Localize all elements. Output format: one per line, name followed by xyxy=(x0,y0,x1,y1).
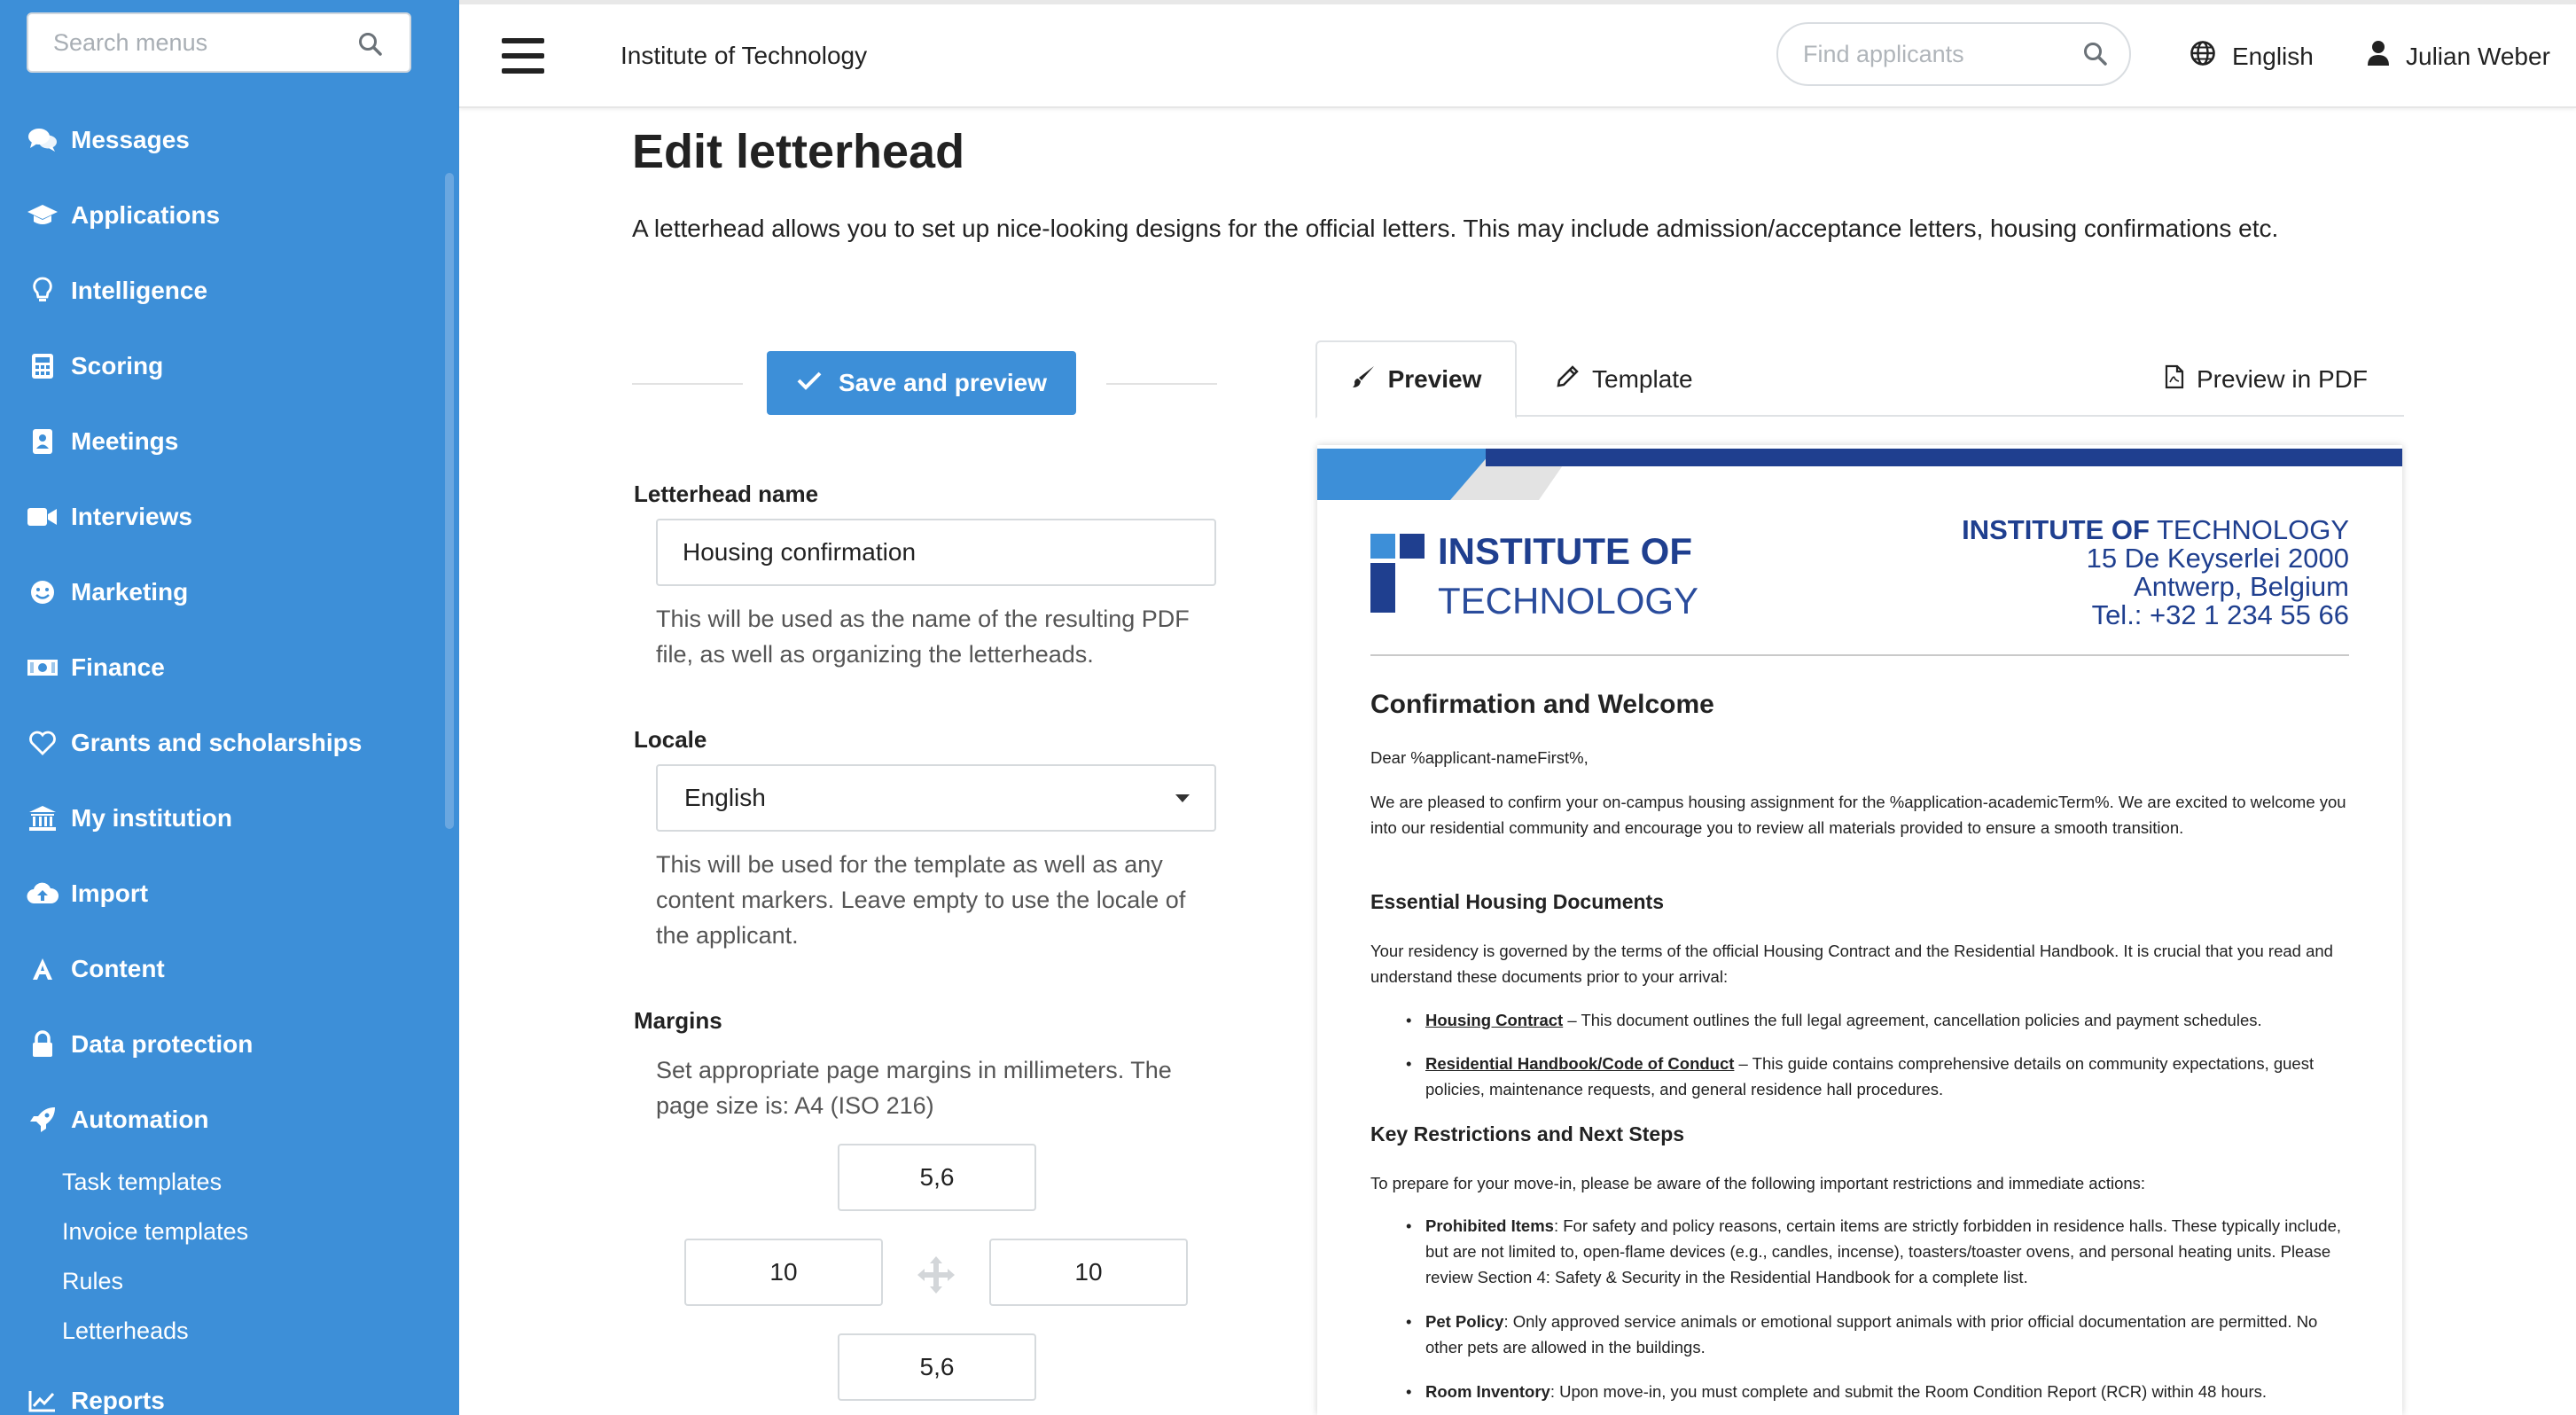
save-row xyxy=(632,351,1217,415)
doc-text: – This guide contains comprehensive details on community expectations, guest policies, maintenance requests, and general residence hall procedures. xyxy=(1425,1054,2314,1098)
letter-divider xyxy=(1370,654,2349,656)
sidebar-item-reports[interactable] xyxy=(0,1363,459,1415)
letter-address xyxy=(1962,516,2349,629)
sidebar-nav xyxy=(0,102,459,1415)
university-icon xyxy=(27,802,59,834)
divider xyxy=(1106,383,1217,385)
sidebar-item-label: Applications xyxy=(71,200,221,229)
letterhead-band xyxy=(1317,445,2402,500)
globe-icon xyxy=(2190,40,2232,73)
letter-heading-restrictions: Key Restrictions and Next Steps xyxy=(1370,1122,1685,1145)
address-city: Antwerp, Belgium xyxy=(2134,571,2349,602)
money-bill-icon xyxy=(27,652,59,684)
logo-wordmark xyxy=(1438,527,1698,626)
sidebar xyxy=(0,0,459,1415)
sidebar-item-label: Data protection xyxy=(71,1029,254,1058)
menu-search-input[interactable] xyxy=(28,14,410,71)
address-name-rest: TECHNOLOGY xyxy=(2149,514,2349,545)
caret-down-icon xyxy=(1175,794,1190,802)
letterhead-name-field[interactable] xyxy=(656,519,1216,586)
sidebar-item-my-institution[interactable] xyxy=(0,780,459,856)
hamburger-menu-icon[interactable] xyxy=(502,38,544,74)
sidebar-item-intelligence[interactable] xyxy=(0,253,459,328)
sidebar-item-label: Scoring xyxy=(71,351,164,379)
arrows-move-icon xyxy=(917,1255,956,1299)
tab-preview[interactable] xyxy=(1315,340,1517,418)
top-bar xyxy=(459,0,2576,108)
preview-in-pdf-label: Preview in PDF xyxy=(2197,365,2368,393)
locale-label: Locale xyxy=(634,726,707,753)
institution-name: Institute of Technology xyxy=(621,42,868,69)
applicant-search-input[interactable] xyxy=(1778,24,2129,84)
sidebar-item-label: Meetings xyxy=(71,426,179,455)
list-item: • Prohibited Items: For safety and policy reasons, certain items are strictly forbidden in residence halls. These typically include, but are not limited to, open-flame devices (e.g., candles, incense), toasters/toaster ovens, and personal heating units. Please review Section 4: Safety & Security in the Residential Handbook for a complete list. xyxy=(1406,1216,2342,1286)
locale-help: This will be used for the template as well as any content markers. Leave empty to use the locale of the applicant. xyxy=(656,851,1186,949)
restriction-text: : For safety and policy reasons, certain items are strictly forbidden in residence halls. These typically include, but are not limited to, open-flame devices (e.g., candles, incense), toasters/toaster ovens, and personal heating units. Please review Section 4: Safety & Security in the Residential Handbook for a complete list. xyxy=(1425,1216,2342,1286)
sidebar-item-finance[interactable] xyxy=(0,629,459,705)
address-tel: Tel.: +32 1 234 55 66 xyxy=(2091,599,2349,630)
sidebar-item-label: Interviews xyxy=(71,502,192,530)
divider xyxy=(632,383,743,385)
graduation-cap-icon xyxy=(27,199,59,231)
letter-heading-documents: Essential Housing Documents xyxy=(1370,890,1665,913)
margin-right-input[interactable]: 10 xyxy=(989,1239,1188,1306)
institute-logo-icon xyxy=(1370,534,1429,615)
list-item: • Room Inventory: Upon move-in, you must complete and submit the Room Condition Report (RCR) within 48 hours. xyxy=(1406,1382,2268,1401)
smile-icon xyxy=(27,576,59,608)
file-pdf-icon xyxy=(2165,364,2197,395)
doc-title-housing-contract[interactable]: Housing Contract xyxy=(1425,1011,1564,1029)
tab-template[interactable] xyxy=(1555,340,1693,418)
sidebar-subitem-invoice-templates[interactable]: Invoice templates xyxy=(62,1217,249,1245)
sidebar-item-applications[interactable] xyxy=(0,177,459,253)
letterhead-name-label: Letterhead name xyxy=(634,481,819,507)
restriction-title: Room Inventory xyxy=(1425,1382,1550,1401)
margins-help: Set appropriate page margins in millimeters. The page size is: A4 (ISO 216) xyxy=(656,1057,1172,1119)
comments-icon xyxy=(27,124,59,156)
letter-docs-intro: Your residency is governed by the terms of the official Housing Contract and the Residential Handbook. It is crucial that you read and understand these documents prior to your arrival: xyxy=(1370,942,2333,986)
address-street: 15 De Keyserlei 2000 xyxy=(2086,543,2349,574)
sidebar-item-label: Automation xyxy=(71,1105,209,1133)
sidebar-item-content[interactable] xyxy=(0,931,459,1006)
sidebar-item-label: Marketing xyxy=(71,577,189,606)
save-and-preview-button[interactable] xyxy=(767,351,1076,415)
sidebar-subitem-rules[interactable]: Rules xyxy=(62,1267,124,1294)
restriction-text: : Only approved service animals or emotional support animals with prior official documentation are permitted. No other pets are allowed in the buildings. xyxy=(1425,1312,2318,1356)
logo-line-1: INSTITUTE OF xyxy=(1438,530,1692,572)
search-icon[interactable] xyxy=(358,32,383,61)
margin-left-input[interactable]: 10 xyxy=(684,1239,883,1306)
save-button-label: Save and preview xyxy=(838,369,1047,396)
sidebar-item-automation[interactable] xyxy=(0,1082,459,1157)
tab-template-label: Template xyxy=(1592,365,1693,393)
letter-salutation: Dear %applicant-nameFirst%, xyxy=(1370,748,1589,767)
lightbulb-icon xyxy=(27,275,59,307)
check-icon xyxy=(796,369,839,397)
restriction-title: Pet Policy xyxy=(1425,1312,1504,1331)
sidebar-scrollbar[interactable] xyxy=(445,173,454,829)
sidebar-item-marketing[interactable] xyxy=(0,554,459,629)
margins-label: Margins xyxy=(634,1007,722,1034)
list-item: • Residential Handbook/Code of Conduct – This guide contains comprehensive details on community expectations, guest policies, maintenance requests, and general residence hall procedures. xyxy=(1406,1054,2314,1098)
list-item: • Pet Policy: Only approved service animals or emotional support animals with prior official documentation are permitted. No other pets are allowed in the buildings. xyxy=(1406,1312,2318,1356)
margin-bottom-input[interactable]: 5,6 xyxy=(838,1333,1036,1401)
sidebar-item-interviews[interactable] xyxy=(0,479,459,554)
sidebar-item-label: Reports xyxy=(71,1386,165,1414)
cloud-upload-icon xyxy=(27,878,59,910)
preview-in-pdf-link[interactable] xyxy=(2165,340,2368,418)
list-item: • Housing Contract – This document outlines the full legal agreement, cancellation policies and payment schedules. xyxy=(1406,1011,2262,1029)
sidebar-subitem-task-templates[interactable]: Task templates xyxy=(62,1168,222,1195)
font-icon xyxy=(27,953,59,985)
letter-preview xyxy=(1317,445,2402,1415)
user-menu[interactable] xyxy=(2367,40,2550,73)
sidebar-item-messages[interactable] xyxy=(0,102,459,177)
sidebar-item-label: My institution xyxy=(71,803,232,832)
restriction-text: : Upon move-in, you must complete and submit the Room Condition Report (RCR) within 48 hours. xyxy=(1550,1382,2268,1401)
menu-search-box[interactable] xyxy=(27,12,411,73)
page-description: A letterhead allows you to set up nice-looking designs for the official letters. This may include admission/acceptance letters, housing confirmations etc. xyxy=(632,215,2279,242)
search-icon[interactable] xyxy=(2083,42,2108,71)
paint-brush-icon xyxy=(1351,364,1388,395)
video-camera-icon xyxy=(27,501,59,533)
rocket-icon xyxy=(27,1104,59,1136)
heart-icon xyxy=(27,727,59,759)
sidebar-item-grants[interactable] xyxy=(0,705,459,780)
address-book-icon xyxy=(27,426,59,457)
user-icon xyxy=(2367,40,2406,73)
sidebar-item-import[interactable] xyxy=(0,856,459,931)
logo-line-2: TECHNOLOGY xyxy=(1438,580,1699,622)
lock-icon xyxy=(27,1028,59,1060)
sidebar-item-label: Messages xyxy=(71,125,190,153)
sidebar-item-scoring[interactable] xyxy=(0,328,459,403)
locale-selected-value: English xyxy=(684,784,766,811)
sidebar-item-data-protection[interactable] xyxy=(0,1006,459,1082)
tab-preview-label: Preview xyxy=(1387,365,1482,393)
margin-top-input[interactable]: 5,6 xyxy=(838,1144,1036,1211)
page-title: Edit letterhead xyxy=(632,125,965,178)
restriction-title: Prohibited Items xyxy=(1425,1216,1554,1235)
sidebar-item-meetings[interactable] xyxy=(0,403,459,479)
calculator-icon xyxy=(27,350,59,382)
letter-intro: We are pleased to confirm your on-campus housing assignment for the %application-academicTerm%. We are excited to welcome you into our residential community and encourage you to review all materials provided to ensure a smooth transition. xyxy=(1370,793,2346,837)
sidebar-item-label: Finance xyxy=(71,653,165,681)
letterhead-name-input[interactable] xyxy=(658,520,1214,584)
sidebar-item-label: Import xyxy=(71,879,149,907)
locale-select[interactable] xyxy=(656,764,1216,832)
sidebar-subitem-letterheads[interactable]: Letterheads xyxy=(62,1317,189,1344)
user-name: Julian Weber xyxy=(2406,42,2550,70)
sidebar-item-label: Content xyxy=(71,954,165,982)
language-selector[interactable] xyxy=(2190,40,2314,73)
doc-text: – This document outlines the full legal agreement, cancellation policies and payment schedules. xyxy=(1563,1011,2262,1029)
sidebar-item-label: Intelligence xyxy=(71,276,208,304)
doc-title-residential-handbook[interactable]: Residential Handbook/Code of Conduct xyxy=(1425,1054,1735,1073)
applicant-search-box[interactable] xyxy=(1776,22,2131,86)
line-chart-icon xyxy=(27,1385,59,1415)
address-name-bold: INSTITUTE OF xyxy=(1962,514,2150,545)
sidebar-item-label: Grants and scholarships xyxy=(71,728,363,756)
letter-restrict-intro: To prepare for your move-in, please be aware of the following important restrictions and immediate actions: xyxy=(1370,1174,2146,1192)
preview-tabs xyxy=(1315,340,2404,417)
letter-heading: Confirmation and Welcome xyxy=(1370,690,1714,719)
language-label: English xyxy=(2232,42,2314,70)
letterhead-name-help: This will be used as the name of the resulting PDF file, as well as organizing the letterheads. xyxy=(656,606,1190,668)
pencil-icon xyxy=(1555,364,1592,395)
